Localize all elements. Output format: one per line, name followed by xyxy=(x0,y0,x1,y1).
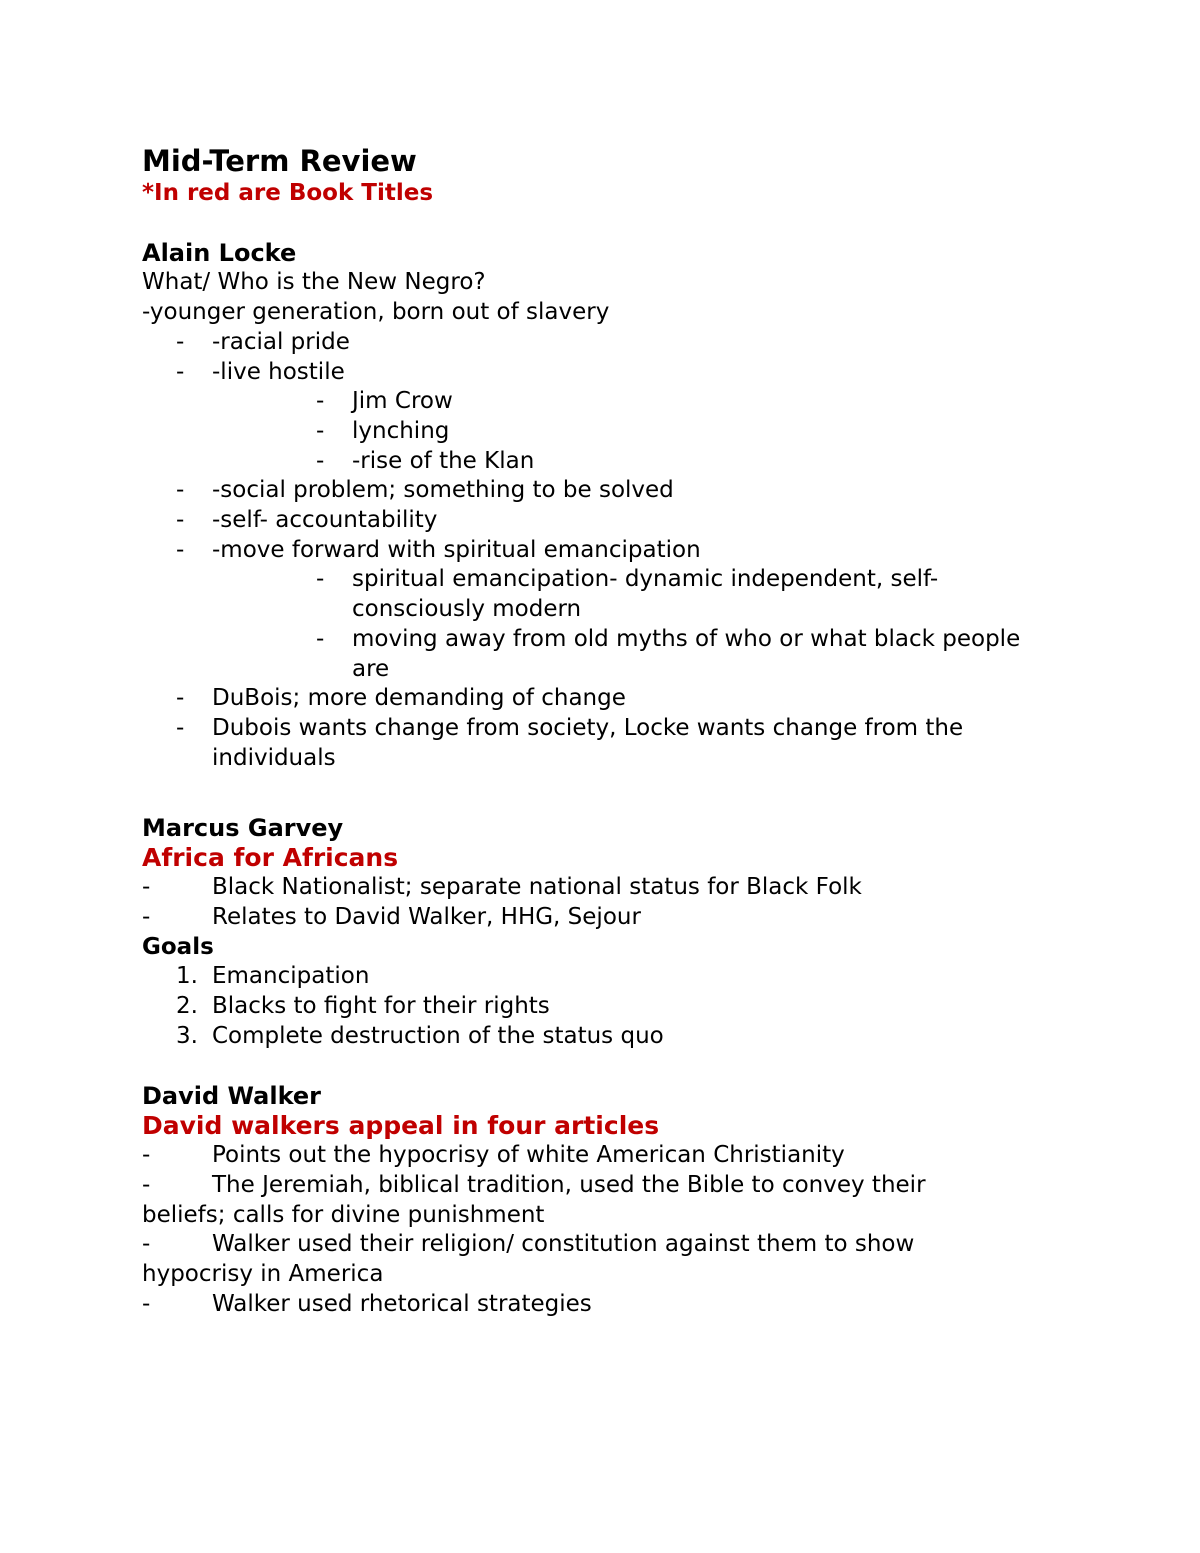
list-item: - lynching xyxy=(316,417,450,444)
red-note: *In red are Book Titles xyxy=(142,180,434,206)
book-title-walker: David walkers appeal in four articles xyxy=(142,1111,660,1141)
list-item: 3. Complete destruction of the status quo xyxy=(176,1022,664,1049)
list-item: - moving away from old myths of who or what black people are xyxy=(316,625,1021,682)
locke-sublist-emancipation xyxy=(212,565,1062,684)
list-item: - Walker used their religion/ constitution against them to show hypocrisy in America xyxy=(142,1231,915,1288)
list-item: - Dubois wants change from society, Locke wants change from the individuals xyxy=(176,714,964,771)
list-item: - -social problem; something to be solved xyxy=(176,477,674,504)
list-item: - DuBois; more demanding of change xyxy=(176,685,626,712)
list-item: - -racial pride xyxy=(176,328,350,355)
list-item: - -move forward with spiritual emancipation - spiritual emancipation- dynamic independent, self-consciously modern - moving away from old myths of who or what black people are xyxy=(142,536,1062,685)
list-item: - Relates to David Walker, HHG, Sejour xyxy=(142,904,641,931)
list-item: 1. Emancipation xyxy=(176,963,370,990)
list-item: - -live hostile - Jim Crow - lynching - -rise of the Klan xyxy=(142,358,1062,477)
section-heading-walker: David Walker xyxy=(142,1082,321,1111)
list-item: - -rise of the Klan xyxy=(316,447,535,474)
locke-intro: -younger generation, born out of slavery xyxy=(142,299,610,326)
document-body xyxy=(142,143,1062,1319)
locke-sublist-hostile xyxy=(212,387,1062,476)
list-item: - spiritual emancipation- dynamic independent, self-consciously modern xyxy=(316,566,939,623)
list-item: - Walker used rhetorical strategies xyxy=(142,1290,592,1317)
list-item: - Jim Crow xyxy=(316,388,453,415)
list-item: - Points out the hypocrisy of white American Christianity xyxy=(142,1142,845,1169)
locke-list xyxy=(142,328,1062,774)
section-heading-locke: Alain Locke xyxy=(142,239,297,268)
goals-heading: Goals xyxy=(142,933,214,960)
page-title: Mid-Term Review xyxy=(142,144,417,178)
list-item: 2. Blacks to fight for their rights xyxy=(176,993,550,1020)
section-heading-garvey: Marcus Garvey xyxy=(142,814,344,843)
list-item: - Black Nationalist; separate national status for Black Folk xyxy=(142,874,862,901)
book-title-garvey: Africa for Africans xyxy=(142,843,399,873)
goals-list xyxy=(142,962,1062,1051)
list-item: - The Jeremiah, biblical tradition, used the Bible to convey their beliefs; calls for divine punishment xyxy=(142,1171,926,1228)
list-item: - -self- accountability xyxy=(176,507,438,534)
locke-question: What/ Who is the New Negro? xyxy=(142,269,486,296)
